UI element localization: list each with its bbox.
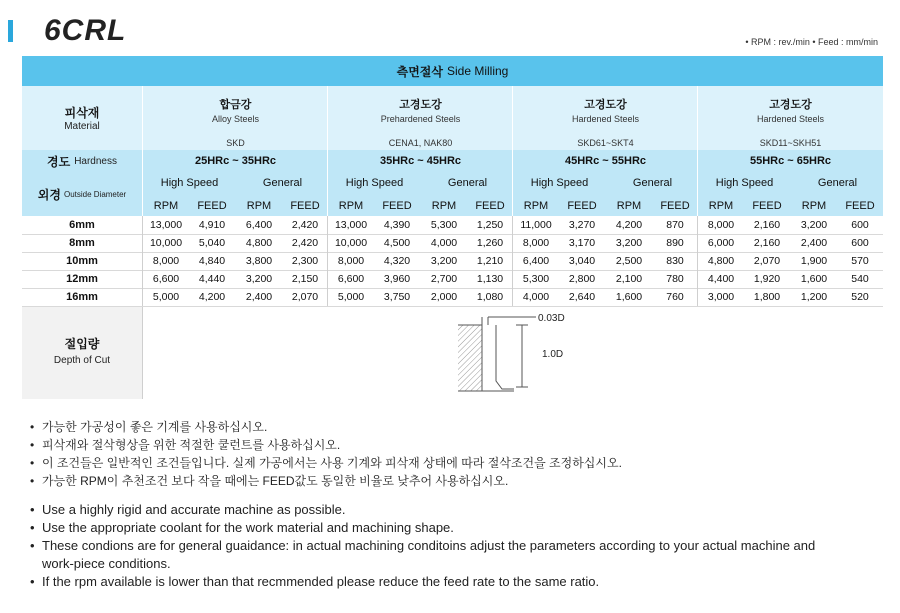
row-value: 870 — [666, 219, 684, 231]
row-value: 8,000 — [707, 219, 735, 231]
row-value: 1,800 — [753, 291, 781, 303]
row-value: 5,300 — [430, 219, 458, 231]
row-value: 600 — [851, 219, 869, 231]
row-value: 1,260 — [476, 237, 504, 249]
row-value: 5,300 — [522, 273, 550, 285]
material-col-0: 합금강 Alloy Steels SKD — [211, 99, 260, 148]
speed-high-2: High Speed — [530, 177, 589, 189]
material-label-en: Material — [64, 121, 100, 132]
row-value: 1,250 — [476, 219, 504, 231]
note-kr-1: • 가능한 가공성이 좋은 기계를 사용하십시오. — [30, 418, 622, 436]
row-value: 2,800 — [568, 273, 596, 285]
row-value: 10,000 — [149, 237, 183, 249]
table-header — [22, 56, 883, 86]
row-value: 4,390 — [383, 219, 411, 231]
row-value: 2,070 — [753, 255, 781, 267]
depth-axial-value: 1.0D — [542, 349, 564, 360]
speed-high-0: High Speed — [160, 177, 219, 189]
row-value: 2,420 — [291, 219, 319, 231]
row-value: 13,000 — [334, 219, 368, 231]
row-value: 11,000 — [520, 219, 552, 231]
row-value: 5,040 — [198, 237, 226, 249]
row-value: 2,160 — [753, 219, 781, 231]
row-diameter: 10mm — [66, 255, 98, 267]
row-value: 6,600 — [337, 273, 365, 285]
data-rows — [22, 216, 883, 306]
col-feed-2-1: FEED — [567, 200, 597, 212]
table-row — [22, 288, 883, 306]
row-value: 1,080 — [476, 291, 504, 303]
note-en-2: • Use the appropriate coolant for the work material and machining shape. — [30, 519, 850, 537]
row-diameter: 16mm — [66, 291, 98, 303]
col-feed-0-3: FEED — [290, 200, 320, 212]
page-title: 6CRL — [44, 14, 127, 47]
row-value: 3,800 — [245, 255, 273, 267]
row-value: 2,400 — [245, 291, 273, 303]
row-value: 3,000 — [707, 291, 735, 303]
speed-high-3: High Speed — [715, 177, 774, 189]
col-rpm-3-0: RPM — [708, 200, 734, 212]
row-value: 6,400 — [245, 219, 273, 231]
hardness-2: 45HRc ~ 55HRc — [564, 155, 647, 167]
diameter-header-row — [22, 172, 883, 216]
row-value: 5,000 — [337, 291, 365, 303]
row-value: 3,200 — [430, 255, 458, 267]
row-value: 2,100 — [615, 273, 643, 285]
row-value: 2,640 — [568, 291, 596, 303]
units-note: • RPM : rev./min • Feed : mm/min — [745, 37, 878, 47]
row-value: 780 — [666, 273, 684, 285]
col-rpm-2-0: RPM — [523, 200, 549, 212]
row-value: 4,000 — [522, 291, 550, 303]
col-rpm-0-2: RPM — [246, 200, 272, 212]
depth-of-cut-diagram — [454, 311, 584, 395]
row-value: 1,900 — [800, 255, 828, 267]
col-feed-2-3: FEED — [660, 200, 690, 212]
row-value: 2,000 — [430, 291, 458, 303]
row-value: 4,840 — [198, 255, 226, 267]
row-value: 2,400 — [800, 237, 828, 249]
note-en-1: • Use a highly rigid and accurate machine as possible. — [30, 501, 850, 519]
row-value: 4,000 — [430, 237, 458, 249]
speed-general-3: General — [817, 177, 858, 189]
row-value: 2,420 — [291, 237, 319, 249]
row-value: 10,000 — [334, 237, 368, 249]
header-kr: 측면절삭 — [396, 64, 443, 79]
row-value: 1,920 — [753, 273, 781, 285]
row-value: 2,150 — [291, 273, 319, 285]
row-value: 1,600 — [615, 291, 643, 303]
row-value: 4,800 — [707, 255, 735, 267]
row-value: 4,400 — [707, 273, 735, 285]
row-value: 520 — [851, 291, 869, 303]
col-feed-1-3: FEED — [475, 200, 505, 212]
row-value: 1,600 — [800, 273, 828, 285]
row-value: 2,070 — [291, 291, 319, 303]
row-value: 2,700 — [430, 273, 458, 285]
diameter-label-en: Outside Diameter — [63, 189, 127, 199]
row-value: 540 — [851, 273, 869, 285]
note-en-4: • If the rpm available is lower than that recmmended please reduce the feed rate to the same ratio. — [30, 573, 850, 591]
col-rpm-1-0: RPM — [338, 200, 364, 212]
row-diameter: 12mm — [66, 273, 98, 285]
row-value: 3,170 — [568, 237, 596, 249]
title-accent-bar — [8, 20, 13, 42]
row-value: 5,000 — [152, 291, 180, 303]
row-value: 2,160 — [753, 237, 781, 249]
row-diameter: 8mm — [69, 237, 95, 249]
col-rpm-2-2: RPM — [616, 200, 642, 212]
row-value: 570 — [851, 255, 869, 267]
row-value: 4,320 — [383, 255, 411, 267]
row-value: 4,500 — [383, 237, 411, 249]
col-feed-0-1: FEED — [197, 200, 227, 212]
hardness-row — [22, 150, 883, 172]
material-col-2: 고경도강 Hardened Steels SKD61~SKT4 — [571, 99, 640, 148]
row-value: 13,000 — [149, 219, 183, 231]
speed-high-1: High Speed — [345, 177, 404, 189]
diameter-label-kr: 외경 — [37, 187, 61, 202]
row-value: 4,200 — [198, 291, 226, 303]
row-value: 1,210 — [476, 255, 504, 267]
header-en: Side Milling — [447, 64, 509, 78]
row-value: 1,130 — [476, 273, 504, 285]
note-kr-2: • 피삭재와 절삭형상을 위한 적절한 쿨런트를 사용하십시오. — [30, 436, 622, 454]
speed-general-2: General — [632, 177, 673, 189]
row-value: 4,200 — [615, 219, 643, 231]
speed-general-1: General — [447, 177, 488, 189]
notes-korean — [30, 418, 622, 490]
row-value: 830 — [666, 255, 684, 267]
row-value: 8,000 — [337, 255, 365, 267]
row-value: 3,200 — [800, 219, 828, 231]
table-row — [22, 234, 883, 252]
col-rpm-3-2: RPM — [801, 200, 827, 212]
material-row — [22, 86, 883, 150]
row-value: 8,000 — [522, 237, 550, 249]
hardness-0: 25HRc ~ 35HRc — [194, 155, 277, 167]
note-kr-4: • 가능한 RPM이 추천조건 보다 작을 때에는 FEED값도 동일한 비율로 낮추어 사용하십시오. — [30, 472, 622, 490]
hardness-label-en: Hardness — [74, 155, 117, 167]
table-row — [22, 252, 883, 270]
row-value: 3,270 — [568, 219, 596, 231]
notes-english — [30, 501, 850, 591]
hardness-label-kr: 경도 — [47, 154, 71, 169]
row-value: 2,300 — [291, 255, 319, 267]
table-row — [22, 270, 883, 288]
row-value: 4,800 — [245, 237, 273, 249]
row-value: 1,200 — [800, 291, 828, 303]
col-feed-3-3: FEED — [845, 200, 875, 212]
row-value: 760 — [666, 291, 684, 303]
material-label-kr: 피삭재 — [64, 106, 100, 120]
col-rpm-0-0: RPM — [153, 200, 179, 212]
note-kr-3: • 이 조건들은 일반적인 조건들입니다. 실제 가공에서는 사용 기계와 피삭재 상태에 따라 절삭조건을 조정하십시오. — [30, 454, 622, 472]
depth-label-en: Depth of Cut — [53, 355, 111, 366]
depth-label-kr: 절입량 — [64, 337, 100, 351]
row-value: 890 — [666, 237, 684, 249]
col-feed-1-1: FEED — [382, 200, 412, 212]
material-col-3: 고경도강 Hardened Steels SKD11~SKH51 — [756, 99, 825, 148]
table-row — [22, 216, 883, 234]
row-value: 4,440 — [198, 273, 226, 285]
depth-radial-value: 0.03D — [538, 313, 565, 324]
row-value: 600 — [851, 237, 869, 249]
material-col-1: 고경도강 Prehardened Steels CENA1, NAK80 — [380, 99, 461, 148]
speed-general-0: General — [262, 177, 303, 189]
row-value: 3,200 — [615, 237, 643, 249]
col-rpm-1-2: RPM — [431, 200, 457, 212]
row-value: 8,000 — [152, 255, 180, 267]
row-value: 2,500 — [615, 255, 643, 267]
row-value: 6,400 — [522, 255, 550, 267]
row-value: 3,040 — [568, 255, 596, 267]
row-value: 3,200 — [245, 273, 273, 285]
row-value: 6,000 — [707, 237, 735, 249]
row-value: 3,960 — [383, 273, 411, 285]
note-en-3: • These condions are for general guaidance: in actual machining conditoins adjust the parameters according to your actual machine and work-piece conditions. — [30, 537, 850, 573]
depth-of-cut-row — [22, 307, 883, 399]
col-feed-3-1: FEED — [752, 200, 782, 212]
row-value: 4,910 — [198, 219, 226, 231]
hardness-3: 55HRc ~ 65HRc — [749, 155, 832, 167]
row-value: 3,750 — [383, 291, 411, 303]
hardness-1: 35HRc ~ 45HRc — [379, 155, 462, 167]
row-diameter: 6mm — [69, 219, 95, 231]
row-value: 6,600 — [152, 273, 180, 285]
